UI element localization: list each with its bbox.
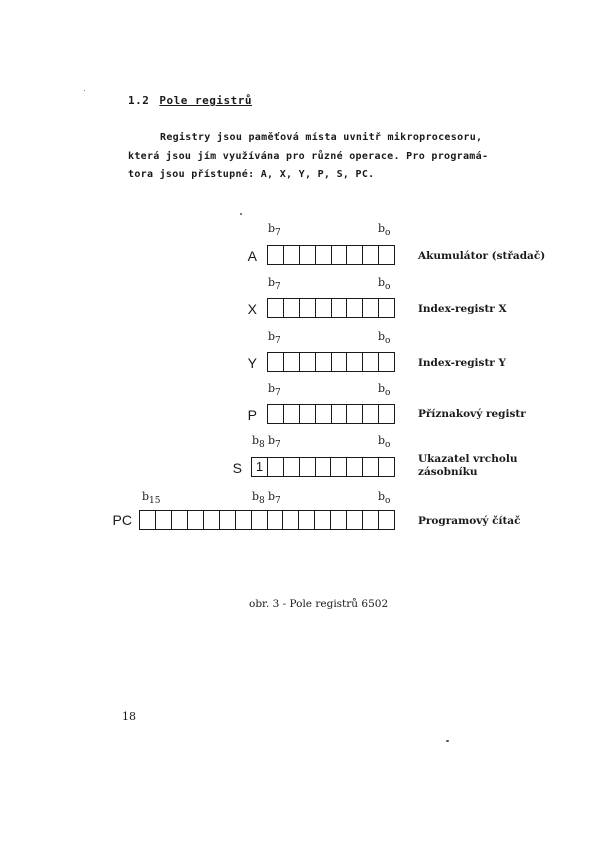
bit-cell bbox=[332, 353, 348, 371]
register-x-box bbox=[267, 298, 395, 318]
scan-speck bbox=[84, 90, 85, 91]
bit-label-b0: $b_o$ bbox=[378, 276, 391, 292]
bit-cell bbox=[220, 511, 236, 529]
register-y-description: Index-registr Y bbox=[418, 357, 506, 369]
bit-label-b0: $b_o$ bbox=[378, 434, 391, 450]
bit-label-b7: $b_7$ bbox=[268, 222, 281, 238]
bit-cell bbox=[332, 405, 348, 423]
register-letter-s: S bbox=[232, 460, 242, 476]
bit-cell bbox=[363, 458, 379, 476]
register-s-box bbox=[251, 457, 395, 477]
register-a-description: Akumulátor (střadač) bbox=[418, 250, 546, 262]
section-title: Pole registrů bbox=[159, 94, 252, 107]
paragraph-line-2: která jsou jím využívána pro různé operace. Pro programá- bbox=[128, 151, 489, 162]
bit-cell bbox=[316, 458, 332, 476]
bit-cell bbox=[347, 511, 363, 529]
paragraph-line-1: Registry jsou paměťová místa uvnitř mikroprocesoru, bbox=[160, 132, 483, 143]
bit-cell bbox=[379, 353, 394, 371]
scan-speck bbox=[446, 740, 449, 742]
bit-label-b7: $b_7$ bbox=[268, 276, 281, 292]
bit-label-b0: $b_o$ bbox=[378, 222, 391, 238]
bit-cell bbox=[316, 353, 332, 371]
bit-cell bbox=[347, 405, 363, 423]
bit-label-b7: $b_7$ bbox=[268, 490, 281, 506]
bit-cell bbox=[283, 511, 299, 529]
register-x-description: Index-registr X bbox=[418, 303, 507, 315]
bit-cell bbox=[316, 405, 332, 423]
bit-cell bbox=[268, 246, 284, 264]
bit-cell bbox=[331, 458, 347, 476]
bit-cell bbox=[363, 299, 379, 317]
bit-label-b8: $b_8$ bbox=[252, 434, 265, 450]
page-number: 18 bbox=[122, 710, 136, 723]
bit-label-b0: $b_o$ bbox=[378, 382, 391, 398]
bit-cell bbox=[363, 353, 379, 371]
bit-cell bbox=[284, 299, 300, 317]
register-a-box bbox=[267, 245, 395, 265]
bit-cell bbox=[347, 353, 363, 371]
section-number: 1.2 bbox=[128, 94, 150, 107]
bit-cell bbox=[332, 246, 348, 264]
register-letter-a: A bbox=[247, 248, 257, 264]
bit-cell bbox=[284, 246, 300, 264]
bit-cell bbox=[316, 246, 332, 264]
bit-label-b7: $b_7$ bbox=[268, 382, 281, 398]
bit-cell bbox=[268, 458, 284, 476]
bit-cell bbox=[363, 405, 379, 423]
bit-cell bbox=[299, 511, 315, 529]
bit-cell bbox=[268, 511, 284, 529]
bit-cell bbox=[379, 511, 394, 529]
register-p-box bbox=[267, 404, 395, 424]
bit-cell bbox=[236, 511, 252, 529]
bit-cell bbox=[268, 299, 284, 317]
register-letter-y: Y bbox=[247, 355, 257, 371]
bit-cell bbox=[268, 353, 284, 371]
figure-caption: obr. 3 - Pole registrů 6502 bbox=[249, 598, 389, 610]
bit-cell bbox=[300, 458, 316, 476]
section-heading bbox=[128, 94, 252, 107]
bit-cell bbox=[172, 511, 188, 529]
bit-cell bbox=[268, 405, 284, 423]
bit-cell bbox=[347, 299, 363, 317]
bit-cell bbox=[315, 511, 331, 529]
bit-cell bbox=[379, 246, 394, 264]
bit-cell bbox=[204, 511, 220, 529]
bit-cell bbox=[363, 511, 379, 529]
bit-label-b0: $b_o$ bbox=[378, 490, 391, 506]
bit-label-b15: $b_{15}$ bbox=[142, 490, 161, 506]
bit-label-b7: $b_7$ bbox=[268, 330, 281, 346]
bit-cell bbox=[156, 511, 172, 529]
bit-cell bbox=[284, 458, 300, 476]
bit-label-b7: $b_7$ bbox=[268, 434, 281, 450]
bit-cell bbox=[300, 353, 316, 371]
register-pc-box bbox=[139, 510, 395, 530]
bit-cell bbox=[332, 299, 348, 317]
bit-cell bbox=[379, 405, 394, 423]
bit-cell bbox=[300, 299, 316, 317]
register-letter-x: X bbox=[247, 301, 257, 317]
bit-cell bbox=[316, 299, 332, 317]
register-letter-pc: PC bbox=[112, 512, 132, 528]
register-letter-p: P bbox=[247, 407, 257, 423]
scan-speck bbox=[240, 213, 242, 215]
bit-cell bbox=[252, 511, 268, 529]
bit-cell bbox=[140, 511, 156, 529]
bit-cell bbox=[284, 405, 300, 423]
bit-cell bbox=[347, 458, 363, 476]
bit-cell bbox=[300, 405, 316, 423]
register-y-box bbox=[267, 352, 395, 372]
bit-cell bbox=[331, 511, 347, 529]
stack-page-bit: 1 bbox=[252, 458, 268, 476]
bit-label-b8: $b_8$ bbox=[252, 490, 265, 506]
bit-cell bbox=[188, 511, 204, 529]
bit-cell bbox=[300, 246, 316, 264]
bit-cell bbox=[363, 246, 379, 264]
bit-cell bbox=[379, 458, 394, 476]
bit-label-b0: $b_o$ bbox=[378, 330, 391, 346]
register-pc-description: Programový čítač bbox=[418, 515, 521, 527]
bit-cell bbox=[379, 299, 394, 317]
bit-cell bbox=[347, 246, 363, 264]
register-s-description-line-1: Ukazatel vrcholu bbox=[418, 453, 518, 465]
bit-cell bbox=[284, 353, 300, 371]
register-s-description-line-2: zásobníku bbox=[418, 466, 478, 478]
register-p-description: Příznakový registr bbox=[418, 408, 526, 420]
paragraph-line-3: tora jsou přístupné: A, X, Y, P, S, PC. bbox=[128, 169, 375, 180]
